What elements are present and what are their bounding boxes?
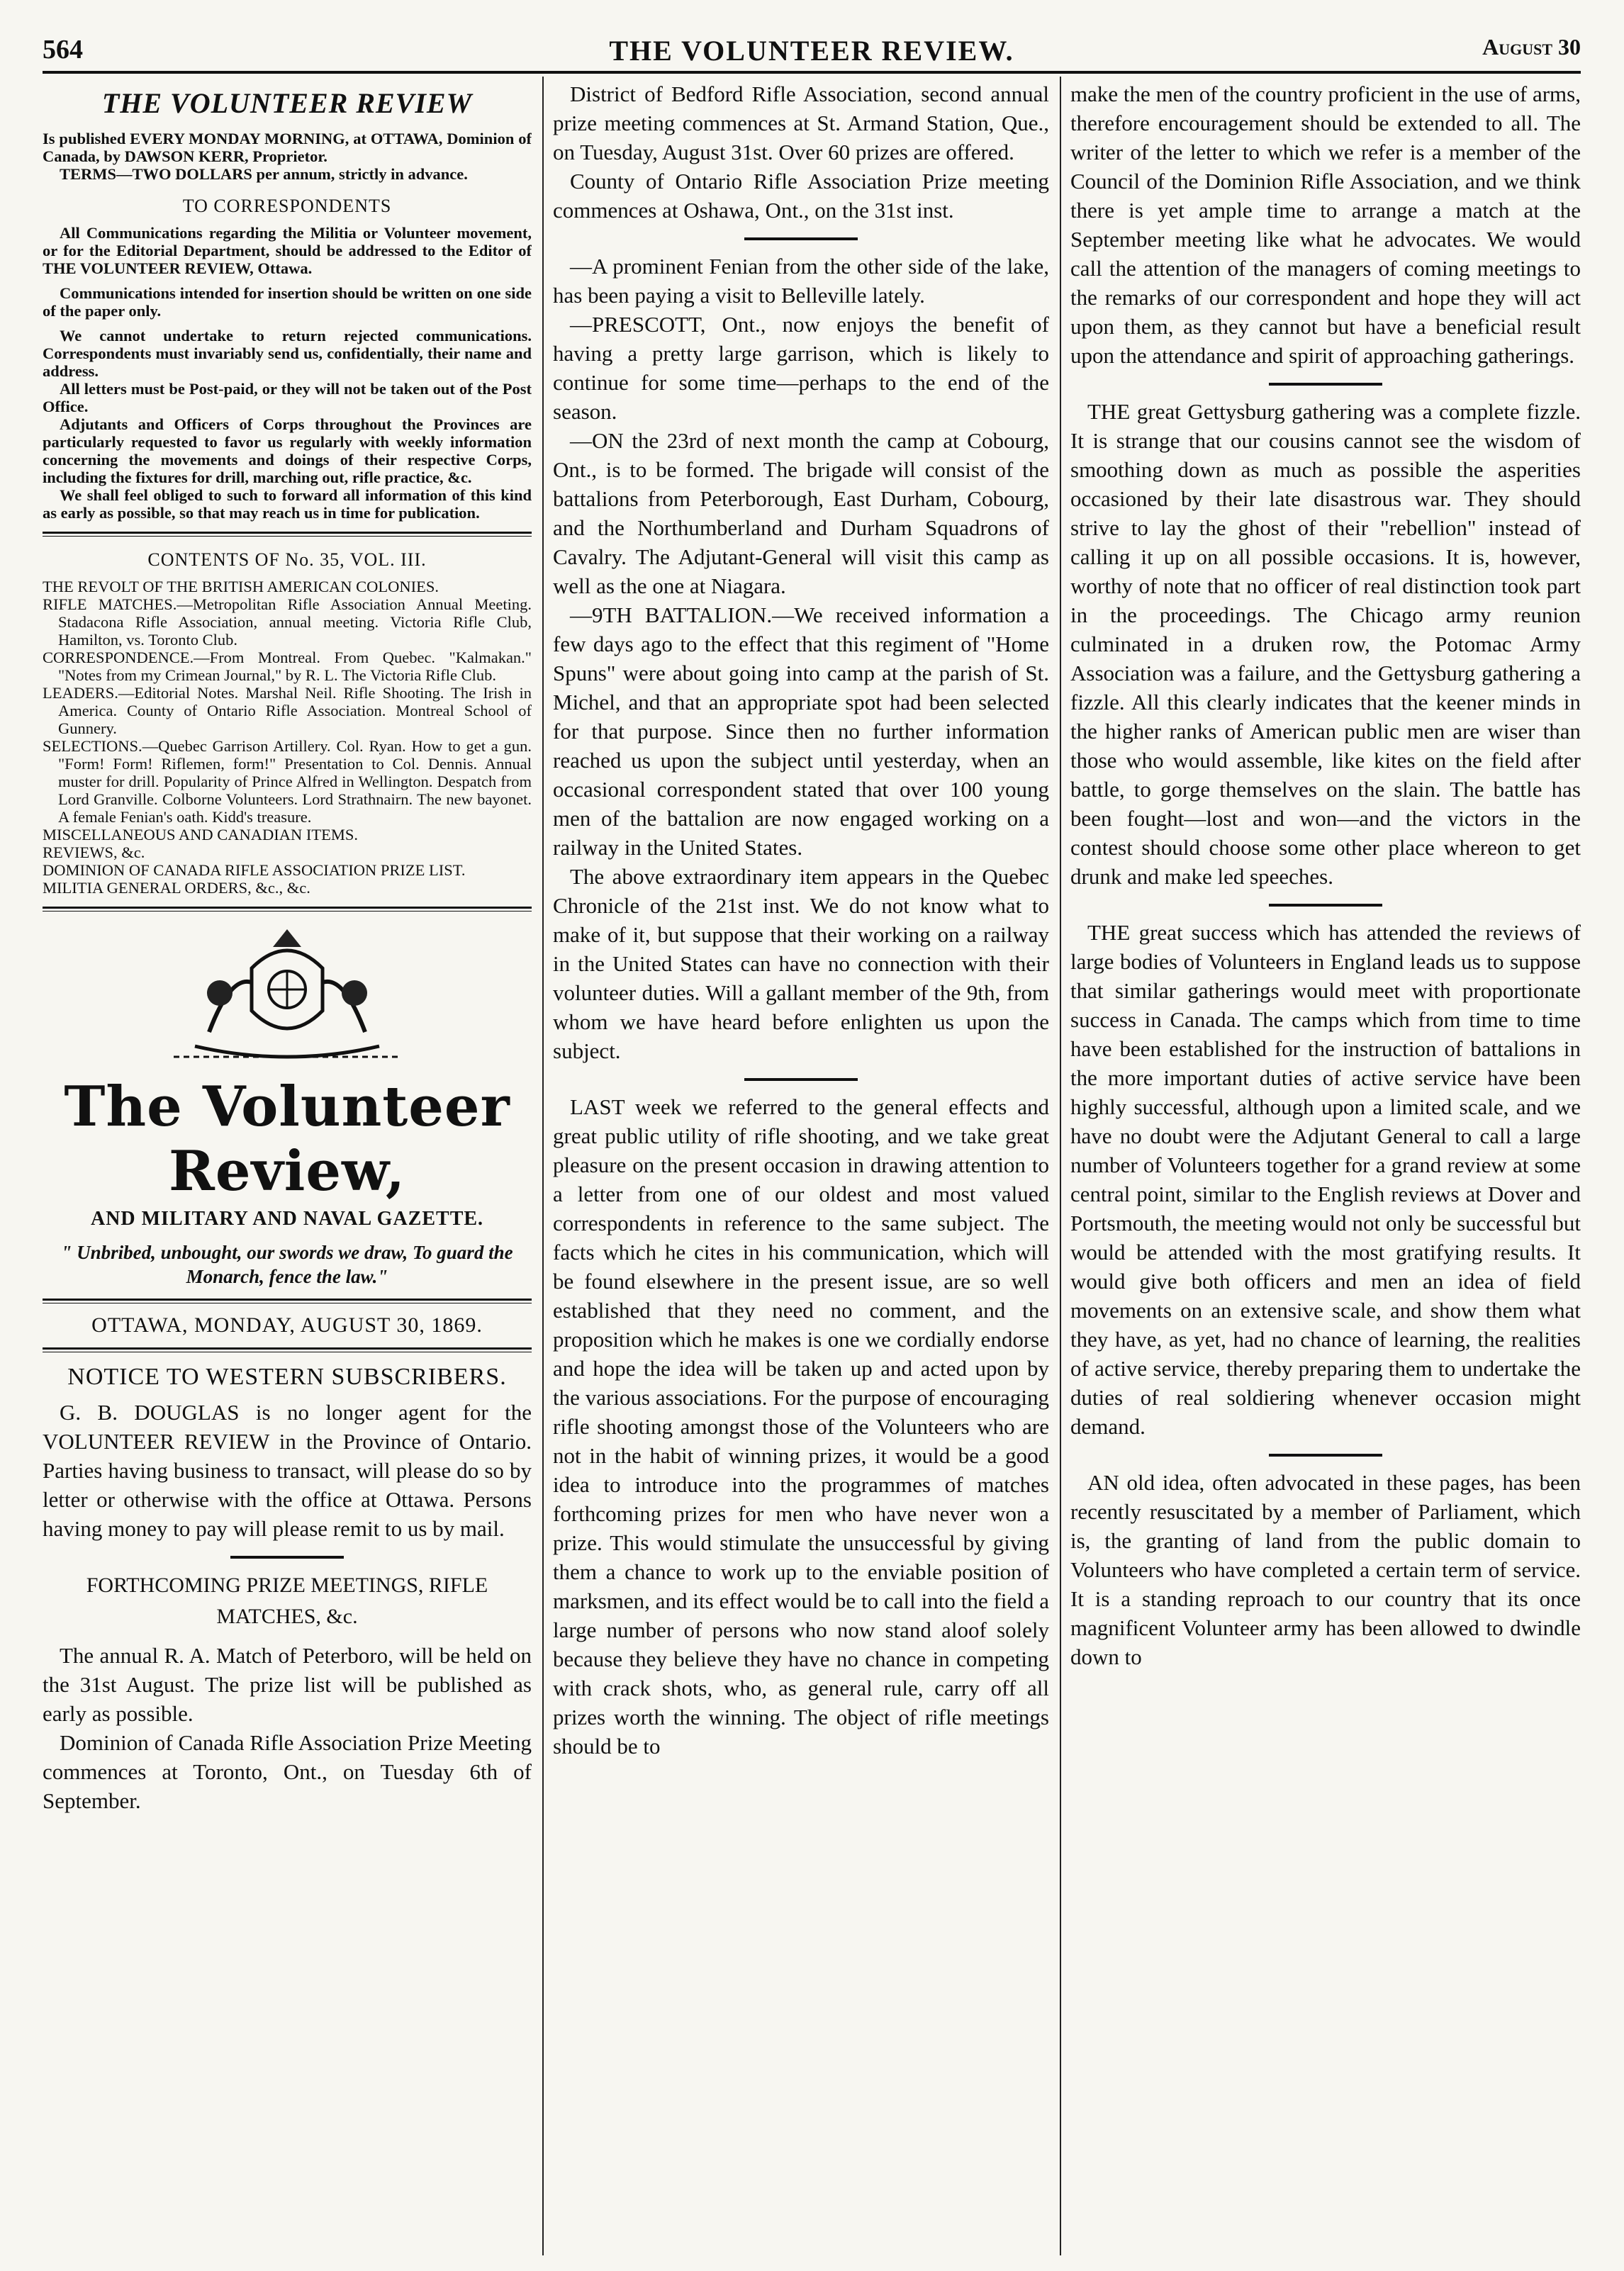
contents-item: CORRESPONDENCE.—From Montreal. From Quebec. "Kalmakan." "Notes from my Crimean Journal," by R. L. The Victoria Rifle Club. [43,649,532,684]
ornament-rule [1269,1454,1382,1457]
newspaper-title: THE VOLUNTEER REVIEW. [609,35,1014,67]
publish-info: Is published EVERY MONDAY MORNING, at OTTAWA, Dominion of Canada, by DAWSON KERR, Proprietor. [43,130,532,165]
forthcoming-paragraph: The annual R. A. Match of Peterboro, will be held on the 31st August. The prize list will be published as early as possible. [43,1643,532,1726]
correspondents-paragraph: All Communications regarding the Militia or Volunteer movement, or for the Editorial Department, should be addressed to the Editor of THE VOLUNTEER REVIEW, Ottawa. [43,224,532,277]
correspondents-paragraph: We cannot undertake to return rejected communications. Correspondents must invariably send us, confidentially, their name and address. [43,327,532,380]
column-middle [553,79,1049,2255]
column-right [1070,79,1581,2255]
ornament-rule [230,1556,344,1559]
news-note: —ON the 23rd of next month the camp at Cobourg, Ont., is to be formed. The brigade will consist of the battalions from Peterborough, East Durham, Cobourg, and the Northumberland and Durham Squadrons of Cavalry. The Adjutant-General will visit this camp as well as the one at Niagara. [553,428,1049,598]
notice-heading: NOTICE TO WESTERN SUBSCRIBERS. [67,1364,507,1390]
contents-heading: CONTENTS OF No. 35, VOL. III. [147,549,427,570]
paper-motto: " Unbribed, unbought, our swords we draw, To guard the Monarch, fence the law." [61,1242,513,1287]
ornament-rule [744,237,858,240]
issue-dateline: OTTAWA, MONDAY, AUGUST 30, 1869. [91,1313,483,1337]
gettysburg-article: THE great Gettysburg gathering was a complete fizzle. It is strange that our cousins cannot see the wisdom of smoothing down as much as possible the asperities occasioned by their late disastrous war. They should strive to lay the ghost of their "rebellion" instead of calling it up on all possible occasions. It is, however, worthy of note that no officer of real distinction took part in the proceedings. The Chicago army reunion culminated in a druken row, the Potomac Army Association was a failure, and the Gettysburg gathering a fizzle. All this clearly indicates that the keener minds in the higher ranks of American public men are wiser than those who would assemble, like kites on the field after battle, to gorge themselves on the slain. The battle has been fought—lost and won—and the victors in the contest should choose some other place whereon to get drunk and make led speeches. [1070,399,1581,889]
reviews-article: THE great success which has attended the reviews of large bodies of Volunteers in England leads us to suppose that similar gatherings would meet with proportionate success in Canada. The camps which from time to time have been established for the instruction of battalions in the more important duties of active service have been highly successful, although upon a limited scale, and we have no doubt were the Adjutant General to call a large number of Volunteers together for a grand review at some central point, similar to the English reviews at Dover and Portsmouth, the meeting would not only be successful but would be attended with the most gratifying results. It would give both officers and men an idea of field movements on an extensive scale, and show them what they have, as yet, had no chance of learning, the realities of active service, thereby preparing them to undertake the duties of real soldiering whenever occasion might demand. [1070,920,1581,1439]
correspondents-heading: TO CORRESPONDENTS [182,196,392,216]
masthead-title: THE VOLUNTEER REVIEW [101,87,473,119]
section-rule [43,1299,532,1303]
contents-item: REVIEWS, &c. [43,843,145,861]
contents-item: MILITIA GENERAL ORDERS, &c., &c. [43,879,310,897]
correspondents-paragraph: Adjutants and Officers of Corps throughout the Provinces are particularly requested to favor us regularly with weekly information concerning the movements and doings of their respective Corps, including the fixtures for drill, marching out, rifle practice, &c. [43,415,532,486]
body-paragraph: County of Ontario Rifle Association Prize meeting commences at Oshawa, Ont., on the 31st inst. [553,169,1049,223]
contents-item: LEADERS.—Editorial Notes. Marshal Neil. Rifle Shooting. The Irish in America. County of Ontario Rifle Association. Montreal School of Gunnery. [43,684,532,737]
forthcoming-paragraph: Dominion of Canada Rifle Association Prize Meeting commences at Toronto, Ont., on Tuesday 6th of September. [43,1730,532,1813]
ornament-rule [1269,383,1382,386]
page-header [43,34,1581,69]
contents-item: MISCELLANEOUS AND CANADIAN ITEMS. [43,826,359,843]
correspondents-paragraph: Communications intended for insertion should be written on one side of the paper only. [43,284,532,320]
correspondents-paragraph: All letters must be Post-paid, or they will not be taken out of the Post Office. [43,380,532,415]
news-note: —9TH BATTALION.—We received information a few days ago to the effect that this regiment of "Home Spuns" were about going into camp at the parish of St. Michel, and that an appropriate spot had been selected for that purpose. Since then no further information reached us upon the subject until yesterday, when an occasional correspondent stated that over 100 young men of the battalion are now engaged working on a railway in the United States. [553,602,1049,860]
section-rule [43,532,532,537]
body-paragraph: District of Bedford Rifle Association, second annual prize meeting commences at St. Armand Station, Que., on Tuesday, August 31st. Over 60 prizes are offered. [553,82,1049,164]
paper-nameplate: The Volunteer Review, [64,1075,510,1204]
contents-item: THE REVOLT OF THE BRITISH AMERICAN COLONIES. [43,578,439,595]
forthcoming-heading: FORTHCOMING PRIZE MEETINGS, RIFLE MATCHES, &c. [86,1574,488,1628]
ornament-rule [1269,904,1382,907]
contents-item: RIFLE MATCHES.—Metropolitan Rifle Association Annual Meeting. Stadacona Rifle Association, annual meeting. Victoria Rifle Club, Hamilton, vs. Toronto Club. [43,595,532,649]
contents-item: DOMINION OF CANADA RIFLE ASSOCIATION PRIZE LIST. [43,861,466,879]
column-rule [1060,77,1061,2255]
news-note: —PRESCOTT, Ont., now enjoys the benefit of having a pretty large garrison, which is likely to continue for some time—perhaps to the end of the season. [553,312,1049,424]
contents-item: SELECTIONS.—Quebec Garrison Artillery. Col. Ryan. How to get a gun. "Form! Form! Riflemen, form!" Presentation to Col. Dennis. Annual muster for drill. Popularity of Prince Alfred in Wellington. Despatch from Lord Granville. Colborne Volunteers. Lord Strathnairn. The new bayonet. A female Fenian's oath. Kidd's treasure. [43,737,532,826]
coat-of-arms-emblem [167,926,408,1067]
news-note: The above extraordinary item appears in the Quebec Chronicle of the 21st inst. We do not know what to make of it, but suppose that their working on a railway in the United States can have no connection with their volunteer duties. Will a gallant member of the 9th, from whom we have heard before enlighten us upon the subject. [553,864,1049,1063]
page-number: 564 [43,35,83,65]
continued-paragraph: make the men of the country proficient in the use of arms, therefore encouragement should be extended to all. The writer of the letter to which we refer is a member of the Council of the Dominion Rifle Association, and we think there is yet ample time to arrange a match at the September meeting like what he advocates. We would call the attention of the managers of coming meetings to the remarks of our correspondent and hope they will act upon them, as they cannot but have a beneficial result upon the attendance and spirit of approaching gatherings. [1070,82,1581,368]
rifle-article: LAST week we referred to the general effects and great public utility of rifle shooting, and we take great pleasure on the present occasion in drawing attention to a letter from one of our oldest and most valued correspondents in reference to the same subject. The facts which he cites in his communication, which will be found elsewhere in the present issue, are so well established that they need no comment, and the proposition which he makes is one we cordially endorse and hope the idea will be taken up and acted upon by the various associations. For the purpose of encouraging rifle shooting amongst those of the Volunteers who are not in the habit of winning prizes, it would be a good idea to introduce into the programmes of matches forthcoming prizes for men who have never won a prize. This would stimulate the unsuccessful by giving them a chance to work up to the enviable position of marksmen, and its effect would be to call into the field a large number of persons who now stand aloof solely because they believe they have no chance in competing with crack shots, who, as general rule, carry off all prizes worth the winning. The object of rifle meetings should be to [553,1094,1049,1759]
correspondents-paragraph: We shall feel obliged to such to forward all information of this kind as early as possible, so that may reach us in time for publication. [43,486,532,522]
column-left [43,79,532,2255]
header-rule [43,71,1581,74]
news-note: —A prominent Fenian from the other side of the lake, has been paying a visit to Belleville lately. [553,254,1049,308]
page-date: August 30 [1482,34,1581,60]
land-grant-article: AN old idea, often advocated in these pages, has been recently resuscitated by a member of Parliament, which is, the granting of land from the public domain to Volunteers who have completed a certain term of service. It is a standing reproach to our country that its once magnificent Volunteer army has been allowed to dwindle down to [1070,1470,1581,1669]
notice-paragraph: G. B. DOUGLAS is no longer agent for the VOLUNTEER REVIEW in the Province of Ontario. Parties having business to transact, will please do so by letter or otherwise with the office at Ottawa. Persons having money to pay will please remit to us by mail. [43,1400,532,1541]
section-rule [43,907,532,912]
column-rule [542,77,544,2255]
gazette-subtitle: AND MILITARY AND NAVAL GAZETTE. [90,1208,484,1230]
ornament-rule [744,1078,858,1081]
section-rule [43,1347,532,1352]
subscription-terms: TERMS—TWO DOLLARS per annum, strictly in advance. [60,165,468,183]
